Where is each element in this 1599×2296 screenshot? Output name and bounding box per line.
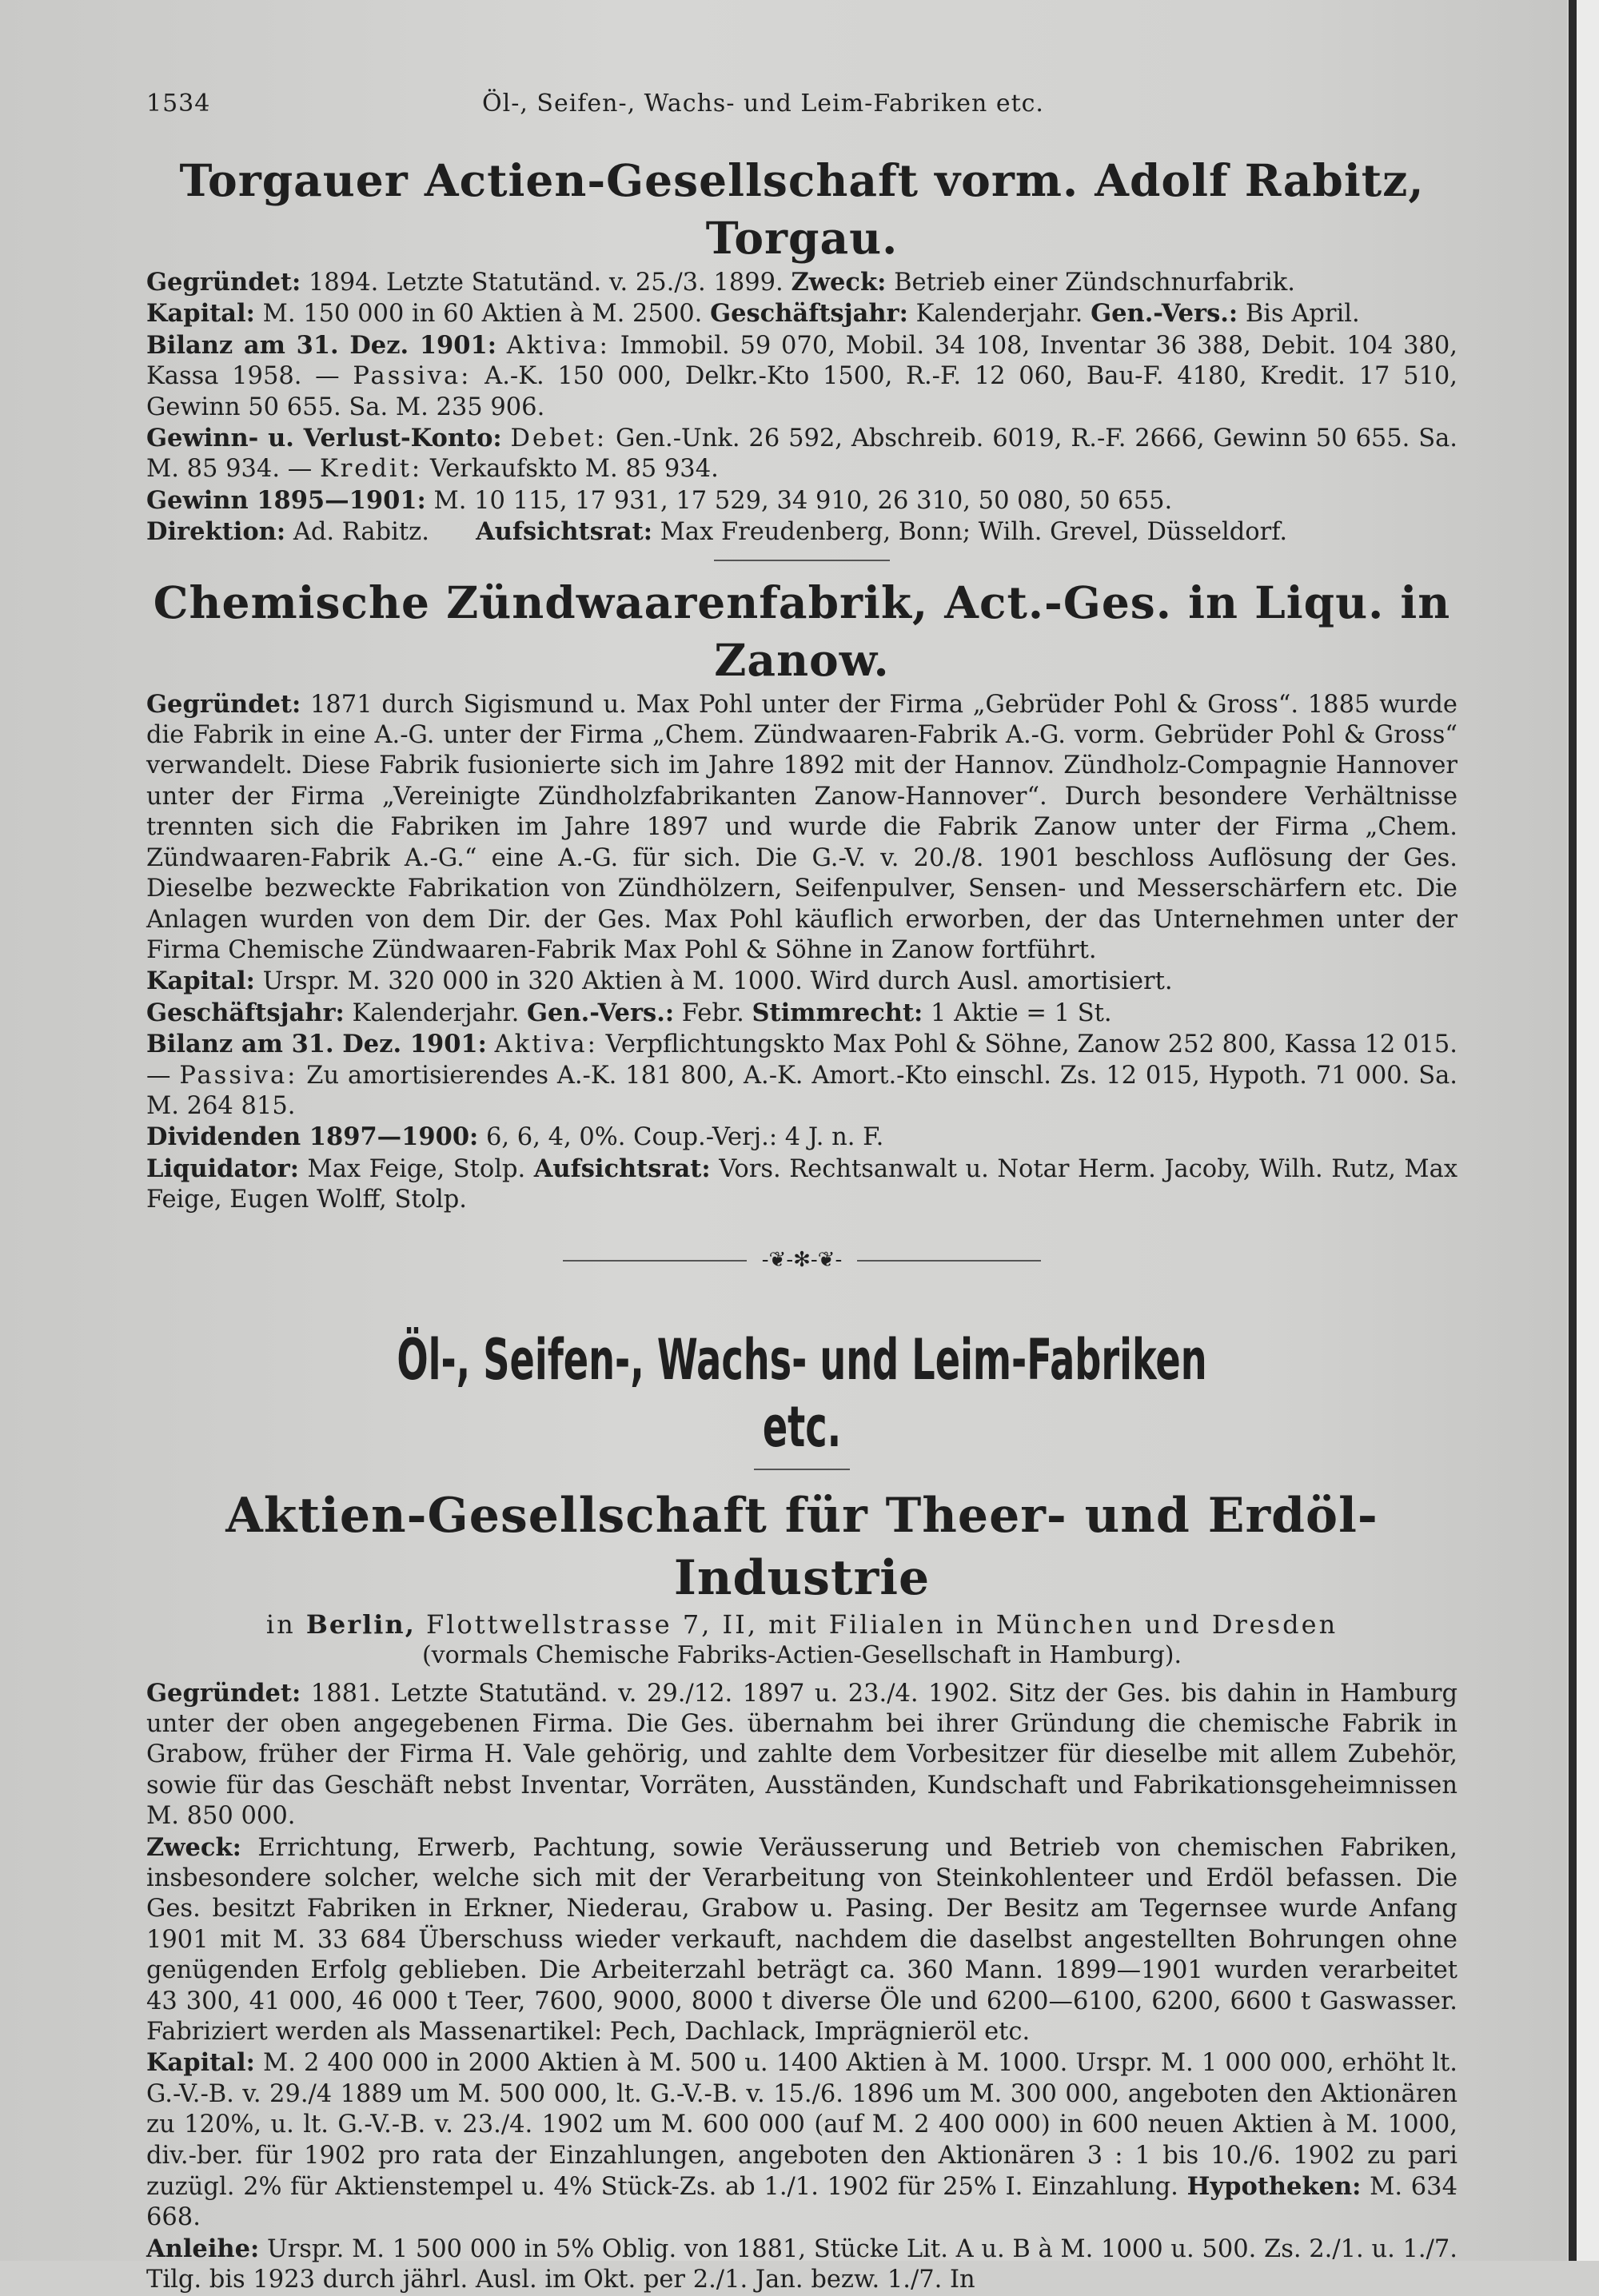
field-label: Aufsichtsrat:: [476, 517, 652, 547]
field-label: Zweck:: [791, 268, 887, 297]
field-text: 1871 durch Sigismund u. Max Pohl unter der Firma „Gebrüder Pohl & Gross“. 1885 wurde die Fabrik in eine A.-G. unter der Firma „Chem. Zündwaaren-Fabrik A.-G. vorm. Gebrüder Pohl & Gross“ verwandelt. Diese Fabrik fusionierte sich im Jahre 1892 mit der Hannov. Zündholz-Compagnie Hannover unter der Firma „Vereinigte Zündholzfabrikanten Zanow-Hannover“. Durch besondere Verhältnisse trennten sich die Fabriken im Jahre 1897 und wurde die Fabrik Zanow unter der Firma „Chem. Zündwaaren-Fabrik A.-G.“ eine A.-G. für sich. Die G.-V. v. 20./8. 1901 beschloss Auflösung der Ges. Dieselbe bezweckte Fabrikation von Zündhölzern, Seifenpulver, Sensen- und Messerschärfern etc. Die Anlagen wurden von dem Dir. der Ges. Max Pohl käuflich erworben, der das Unternehmen unter der Firma Chemische Zündwaaren-Fabrik Max Pohl & Söhne in Zanow fortführt.: [146, 690, 1457, 964]
location-rest: Flottwellstrasse 7, II, mit Filialen in München und Dresden: [426, 1608, 1338, 1640]
zweck-entry: [146, 1832, 1457, 2048]
scan-margin: [1577, 0, 1599, 2261]
field-label: Liquidator:: [146, 1154, 299, 1183]
passiva-label: Passiva:: [353, 362, 472, 391]
field-label: Dividenden 1897—1900:: [146, 1122, 479, 1152]
ornament-divider: [146, 1248, 1457, 1272]
ornament-icon: -❦-✻-❦-: [761, 1247, 843, 1272]
field-text: Kalenderjahr.: [352, 999, 520, 1027]
field-text: 6, 6, 4, 0%. Coup.-Verj.: 4 J. n. F.: [486, 1123, 884, 1152]
field-text: Verkaufskto M. 85 934.: [429, 455, 719, 484]
field-text: Zu amortisierendes A.-K. 181 800, A.-K. Amort.-Kto einschl. Zs. 12 015, Hypoth. 71 000. Sa. M. 264 815.: [146, 1061, 1457, 1120]
field-text: Bis April.: [1245, 300, 1360, 329]
field-label: Kapital:: [146, 2048, 255, 2078]
running-header: [146, 90, 1457, 130]
field-text: Errichtung, Erwerb, Pachtung, sowie Veräusserung und Betrieb von chemischen Fabriken, insbesondere solcher, welche sich mit der Verarbeitung von Steinkohlenteer und Erdöl befassen. Die Ges. besitzt Fabriken in Erkner, Niederau, Grabow u. Pasing. Der Besitz am Tegernsee wurde Anfang 1901 mit M. 33 684 Überschuss wieder verkauft, nachdem die daselbst angestellten Bohrungen ohne genügenden Erfolg geblieben. Die Arbeiterzahl beträgt ca. 360 Mann. 1899—1901 wurden verarbeitet 43 300, 41 000, 46 000 t Teer, 7600, 9000, 8000 t diverse Öle und 6200—6100, 6200, 6600 t Gaswasser. Fabriziert werden als Massenartikel: Pech, Dachlack, Imprägnieröl etc.: [146, 1833, 1457, 2047]
dividenden-entry: [146, 1122, 1457, 1153]
running-title: Öl-, Seifen-, Wachs- und Leim-Fabriken etc.: [482, 90, 1044, 118]
field-text: Gen.-Unk. 26 592, Abschreib. 6019, R.-F. 2666, Gewinn 50 655. Sa. M. 85 934. —: [146, 425, 1457, 484]
field-text: Urspr. M. 1 500 000 in 5% Oblig. von 1881, Stücke Lit. A u. B à M. 1000 u. 500. Zs. 2./1. u. 1./7. Tilg. bis 1923 durch jährl. Ausl. im Okt. per 2./1. Jan. bezw. 1./7. In: [146, 2234, 1457, 2294]
field-text: Kalenderjahr.: [915, 300, 1083, 329]
field-text: Immobil. 59 070, Mobil. 34 108, Inventar 36 388, Debit. 104 380, Kassa 1958. —: [146, 331, 1457, 391]
page-content: [146, 152, 1457, 2296]
liquidator-entry: [146, 1154, 1457, 1216]
debet-label: Debet:: [510, 425, 608, 453]
field-label: Gen.-Vers.:: [527, 998, 675, 1027]
field-label: Bilanz am 31. Dez. 1901:: [146, 1030, 487, 1059]
ornament-line: [857, 1260, 1041, 1262]
kapital-entry: [146, 966, 1457, 997]
field-label: Geschäftsjahr:: [710, 299, 908, 329]
divider: [754, 1469, 850, 1470]
field-label: Gegründet:: [146, 689, 301, 719]
field-text: Vors. Rechtsanwalt u. Notar Herm. Jacoby, Wilh. Rutz, Max Feige, Eugen Wolff, Stolp.: [146, 1154, 1458, 1214]
field-label: Direktion:: [146, 517, 286, 547]
passiva-label: Passiva:: [179, 1061, 298, 1090]
field-text: Betrieb einer Zündschnurfabrik.: [894, 269, 1295, 297]
company-title-zanow: Chemische Zündwaarenfabrik, Act.-Ges. in Liqu. in Zanow.: [153, 576, 1451, 686]
field-label: Gewinn 1895—1901:: [146, 485, 426, 515]
field-text: 1881. Letzte Statutänd. v. 29./12. 1897 u. 23./4. 1902. Sitz der Ges. bis dahin in Hamburg unter der oben angegebenen Firma. Die Ges. übernahm bei ihrer Gründung die chemische Fabrik in Grabow, früher der Firma H. Vale gehörig, und zahlte dem Vorbesitzer für dieselbe mit allem Zubehör, sowie für das Geschäft nebst Inventar, Vorräten, Ausständen, Kundschaft und Fabrikationsgeheimnissen M. 850 000.: [146, 1679, 1457, 1831]
field-label: Gegründet:: [146, 1678, 301, 1708]
company-location: [146, 1609, 1457, 1640]
field-label: Zweck:: [146, 1832, 241, 1862]
aktiva-label: Aktiva:: [494, 1030, 598, 1059]
field-label: Geschäftsjahr:: [146, 998, 345, 1027]
field-text: Max Feige, Stolp.: [307, 1154, 526, 1183]
field-label: Anleihe:: [146, 2234, 260, 2263]
field-text: Febr.: [681, 999, 744, 1027]
field-text: M. 634 668.: [146, 2173, 1457, 2232]
field-label: Kapital:: [146, 299, 255, 329]
gegruendet-entry: [146, 1678, 1457, 1832]
field-text: 1 Aktie = 1 St.: [931, 999, 1112, 1027]
anleihe-entry: [146, 2234, 1457, 2296]
field-label: Aufsichtsrat:: [533, 1154, 711, 1183]
field-label: Gen.-Vers.:: [1091, 299, 1238, 329]
field-text: 1894. Letzte Statutänd. v. 25./3. 1899.: [308, 269, 784, 297]
field-text: M. 10 115, 17 931, 17 529, 34 910, 26 310, 50 080, 50 655.: [433, 486, 1173, 515]
field-label: Gegründet:: [146, 268, 301, 297]
kapital-entry: [146, 2047, 1457, 2233]
bilanz-entry: [146, 330, 1457, 423]
scan-edge: [1569, 0, 1577, 2261]
field-label: Hypotheken:: [1186, 2172, 1362, 2202]
field-text: M. 150 000 in 60 Aktien à M. 2500.: [262, 300, 703, 329]
former-name: (vormals Chemische Fabriks-Actien-Gesellschaft in Hamburg).: [421, 1640, 1182, 1669]
field-label: Bilanz am 31. Dez. 1901:: [146, 330, 496, 360]
page-number: 1534: [146, 90, 211, 118]
kapital-entry: [146, 298, 1457, 329]
kredit-label: Kredit:: [319, 455, 423, 484]
company-title-torgauer: Torgauer Actien-Gesellschaft vorm. Adolf Rabitz, Torgau.: [179, 154, 1425, 264]
divider: [714, 560, 890, 561]
location-city: Berlin,: [305, 1608, 416, 1640]
field-label: Stimmrecht:: [752, 998, 923, 1027]
field-label: Gewinn- u. Verlust-Konto:: [146, 424, 502, 453]
guv-entry: [146, 423, 1457, 485]
field-label: Kapital:: [146, 967, 255, 996]
field-text: M. 2 400 000 in 2000 Aktien à M. 500 u. 1400 Aktien à M. 1000. Urspr. M. 1 000 000, erhöht lt. G.-V.-B. v. 29./4 1889 um M. 500 000, lt. G.-V.-B. v. 15./6. 1896 um M. 300 000, angeboten den Aktionären zu 120%, u. lt. G.-V.-B. v. 23./4. 1902 um M. 600 000 (auf M. 2 400 000) in 600 neuen Aktien à M. 1000, div.-ber. für 1902 pro rata der Einzahlungen, angeboten den Aktionären 3 : 1 bis 10./6. 1902 zu pari zuzügl. 2% für Aktienstempel u. 4% Stück-Zs. ab 1./1. 1902 für 25% I. Einzahlung.: [146, 2049, 1457, 2202]
gegruendet-entry: [146, 267, 1457, 298]
field-text: Ad. Rabitz.: [293, 518, 429, 547]
direktion-entry: [146, 516, 1457, 548]
gewinn-entry: [146, 485, 1457, 516]
field-text: A.-K. 150 000, Delkr.-Kto 1500, R.-F. 12 060, Bau-F. 4180, Kredit. 17 510, Gewinn 50 655. Sa. M. 235 906.: [146, 362, 1457, 421]
geschaeftsjahr-entry: [146, 998, 1457, 1029]
ornament-line: [563, 1260, 747, 1262]
company-title-theer: Aktien-Gesellschaft für Theer- und Erdöl-Industrie: [225, 1487, 1378, 1606]
field-text: Max Freudenberg, Bonn; Wilh. Grevel, Düsseldorf.: [660, 518, 1288, 547]
field-text: Verpflichtungskto Max Pohl & Söhne, Zanow 252 800, Kassa 12 015. —: [146, 1030, 1457, 1090]
section-title: Öl-, Seifen-, Wachs- und Leim-Fabriken etc.: [397, 1326, 1207, 1460]
aktiva-label: Aktiva:: [506, 331, 610, 360]
field-text: Urspr. M. 320 000 in 320 Aktien à M. 1000. Wird durch Ausl. amortisiert.: [262, 967, 1173, 996]
gegruendet-entry: [146, 689, 1457, 967]
bilanz-entry: [146, 1029, 1457, 1122]
location-prefix: in: [265, 1608, 296, 1640]
